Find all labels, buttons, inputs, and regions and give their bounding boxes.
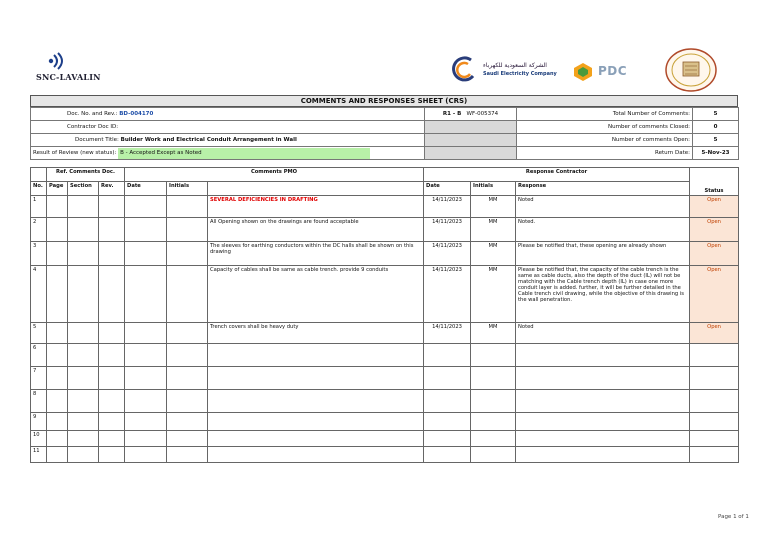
pdc-logo xyxy=(572,62,644,82)
doc-no-label: Doc. No. and Rev.: xyxy=(67,111,118,117)
pmo-comment: SEVERAL DEFICIENCIES IN DRAFTING xyxy=(208,196,424,218)
status-badge: Open xyxy=(690,266,739,323)
contractor-response: Please be notified that, these opening are already shown xyxy=(516,242,690,266)
contractor-response: Please be notified that, the capacity of the cable trench is the same as cable ducts, also the depth of the duct (IL) will not be matching with the Cable trench depth (IL) in case one more conduit layer is added. further, it will be further detailed in the Cable trench civil drawing, while the objective of this drawing is the wall penetration. xyxy=(516,266,690,323)
status-badge: Open xyxy=(690,196,739,218)
review-result-label: Result of Review (new status): xyxy=(33,149,117,156)
pdc-mark-icon xyxy=(572,62,594,82)
row-number: 10 xyxy=(31,431,47,447)
doc-no-cell xyxy=(31,108,425,121)
pdc-wordmark: PDC xyxy=(598,64,628,78)
page-column-header: Page xyxy=(47,182,68,196)
status-badge: Open xyxy=(690,242,739,266)
review-result-value: B - Accepted Except as Noted xyxy=(118,148,370,159)
pmo-comment: All Opening shown on the drawings are found acceptable xyxy=(208,218,424,242)
response-date: 14/11/2023 xyxy=(424,266,471,323)
review-result-cell xyxy=(31,147,425,160)
contractor-response: Noted. xyxy=(516,218,690,242)
status-badge: Open xyxy=(690,218,739,242)
table-row xyxy=(31,266,739,323)
status-column-header: Status xyxy=(690,168,739,196)
pmo-comment: The sleeves for earthing conductors within the DC halls shall be shown on this drawing xyxy=(208,242,424,266)
sheet-title: COMMENTS AND RESPONSES SHEET (CRS) xyxy=(30,95,738,107)
grey-cell-3 xyxy=(425,147,517,160)
total-comments-label: Total Number of Comments: xyxy=(517,108,693,121)
table-row xyxy=(31,344,739,367)
open-comments-value: 5 xyxy=(693,134,739,147)
table-row xyxy=(31,323,739,344)
status-badge: Open xyxy=(690,323,739,344)
open-comments-label: Number of comments Open: xyxy=(517,134,693,147)
document-title-cell xyxy=(31,134,425,147)
document-title-value: Builder Work and Electrical Conduit Arrangement in Wall xyxy=(120,137,297,143)
response-initials: MM xyxy=(471,218,516,242)
document-title-label: Document Title: xyxy=(75,137,119,143)
crs-header xyxy=(30,95,738,160)
section-column-header: Section xyxy=(68,182,99,196)
response-initials-column-header: Initials xyxy=(471,182,516,196)
pmo-comment: Trench covers shall be heavy duty xyxy=(208,323,424,344)
page-number: Page 1 of 1 xyxy=(718,514,749,520)
comment-column-header xyxy=(208,182,424,196)
grey-cell-2 xyxy=(425,134,517,147)
comments-grid xyxy=(30,167,738,463)
row-number: 6 xyxy=(31,344,47,367)
response-initials: MM xyxy=(471,266,516,323)
doc-no-value: BD-004170 xyxy=(119,111,154,117)
rev-column-header: Rev. xyxy=(99,182,125,196)
grey-cell-1 xyxy=(425,121,517,134)
ref-comments-group-header: Ref. Comments Doc. xyxy=(47,168,125,182)
wf-value: WF-005374 xyxy=(466,111,499,117)
response-date: 14/11/2023 xyxy=(424,218,471,242)
row-number: 1 xyxy=(31,196,47,218)
rev-wf-cell xyxy=(425,108,517,121)
table-row xyxy=(31,218,739,242)
response-initials: MM xyxy=(471,196,516,218)
seal-emblem-icon xyxy=(664,48,718,92)
snc-lavalin-logo xyxy=(36,52,100,86)
row-number: 3 xyxy=(31,242,47,266)
return-date-value: 5-Nov-23 xyxy=(693,147,739,160)
row-number: 4 xyxy=(31,266,47,323)
sec-logo xyxy=(449,56,567,84)
contractor-response: Noted xyxy=(516,196,690,218)
response-date: 14/11/2023 xyxy=(424,196,471,218)
row-number: 5 xyxy=(31,323,47,344)
row-number: 2 xyxy=(31,218,47,242)
pmo-comment: Capacity of cables shall be same as cable trench. provide 9 conduits xyxy=(208,266,424,323)
closed-comments-label: Number of comments Closed: xyxy=(517,121,693,134)
blank-group-header xyxy=(31,168,47,182)
response-date: 14/11/2023 xyxy=(424,323,471,344)
table-row xyxy=(31,242,739,266)
pmo-comments-group-header: Comments PMO xyxy=(125,168,424,182)
sec-english-name: Saudi Electricity Company xyxy=(483,71,557,77)
table-row xyxy=(31,196,739,218)
row-number: 9 xyxy=(31,413,47,431)
initials-column-header: Initials xyxy=(167,182,208,196)
row-number: 7 xyxy=(31,367,47,390)
total-comments-value: 5 xyxy=(693,108,739,121)
table-row xyxy=(31,431,739,447)
table-row xyxy=(31,367,739,390)
sec-arabic-name: الشركة السعودية للكهرباء xyxy=(483,62,547,69)
response-contractor-group-header: Response Contractor xyxy=(424,168,690,182)
contractor-doc-cell xyxy=(31,121,425,134)
table-row xyxy=(31,447,739,463)
response-date-column-header: Date xyxy=(424,182,471,196)
snc-lavalin-mark-icon xyxy=(46,52,68,70)
table-row xyxy=(31,390,739,413)
contractor-doc-label: Contractor Doc ID: xyxy=(67,124,119,130)
header-table xyxy=(30,107,739,160)
snc-lavalin-wordmark: SNC-LAVALIN xyxy=(36,72,101,82)
response-date: 14/11/2023 xyxy=(424,242,471,266)
response-initials: MM xyxy=(471,323,516,344)
sec-swirl-icon xyxy=(449,56,477,84)
response-column-header: Response xyxy=(516,182,690,196)
table-row xyxy=(31,413,739,431)
rev-value: R1 - B xyxy=(442,111,462,117)
row-number: 8 xyxy=(31,390,47,413)
comments-table xyxy=(30,167,739,463)
no-column-header: No. xyxy=(31,182,47,196)
date-column-header: Date xyxy=(125,182,167,196)
contractor-response: Noted xyxy=(516,323,690,344)
row-number: 11 xyxy=(31,447,47,463)
closed-comments-value: 0 xyxy=(693,121,739,134)
response-initials: MM xyxy=(471,242,516,266)
return-date-label: Return Date: xyxy=(517,147,693,160)
